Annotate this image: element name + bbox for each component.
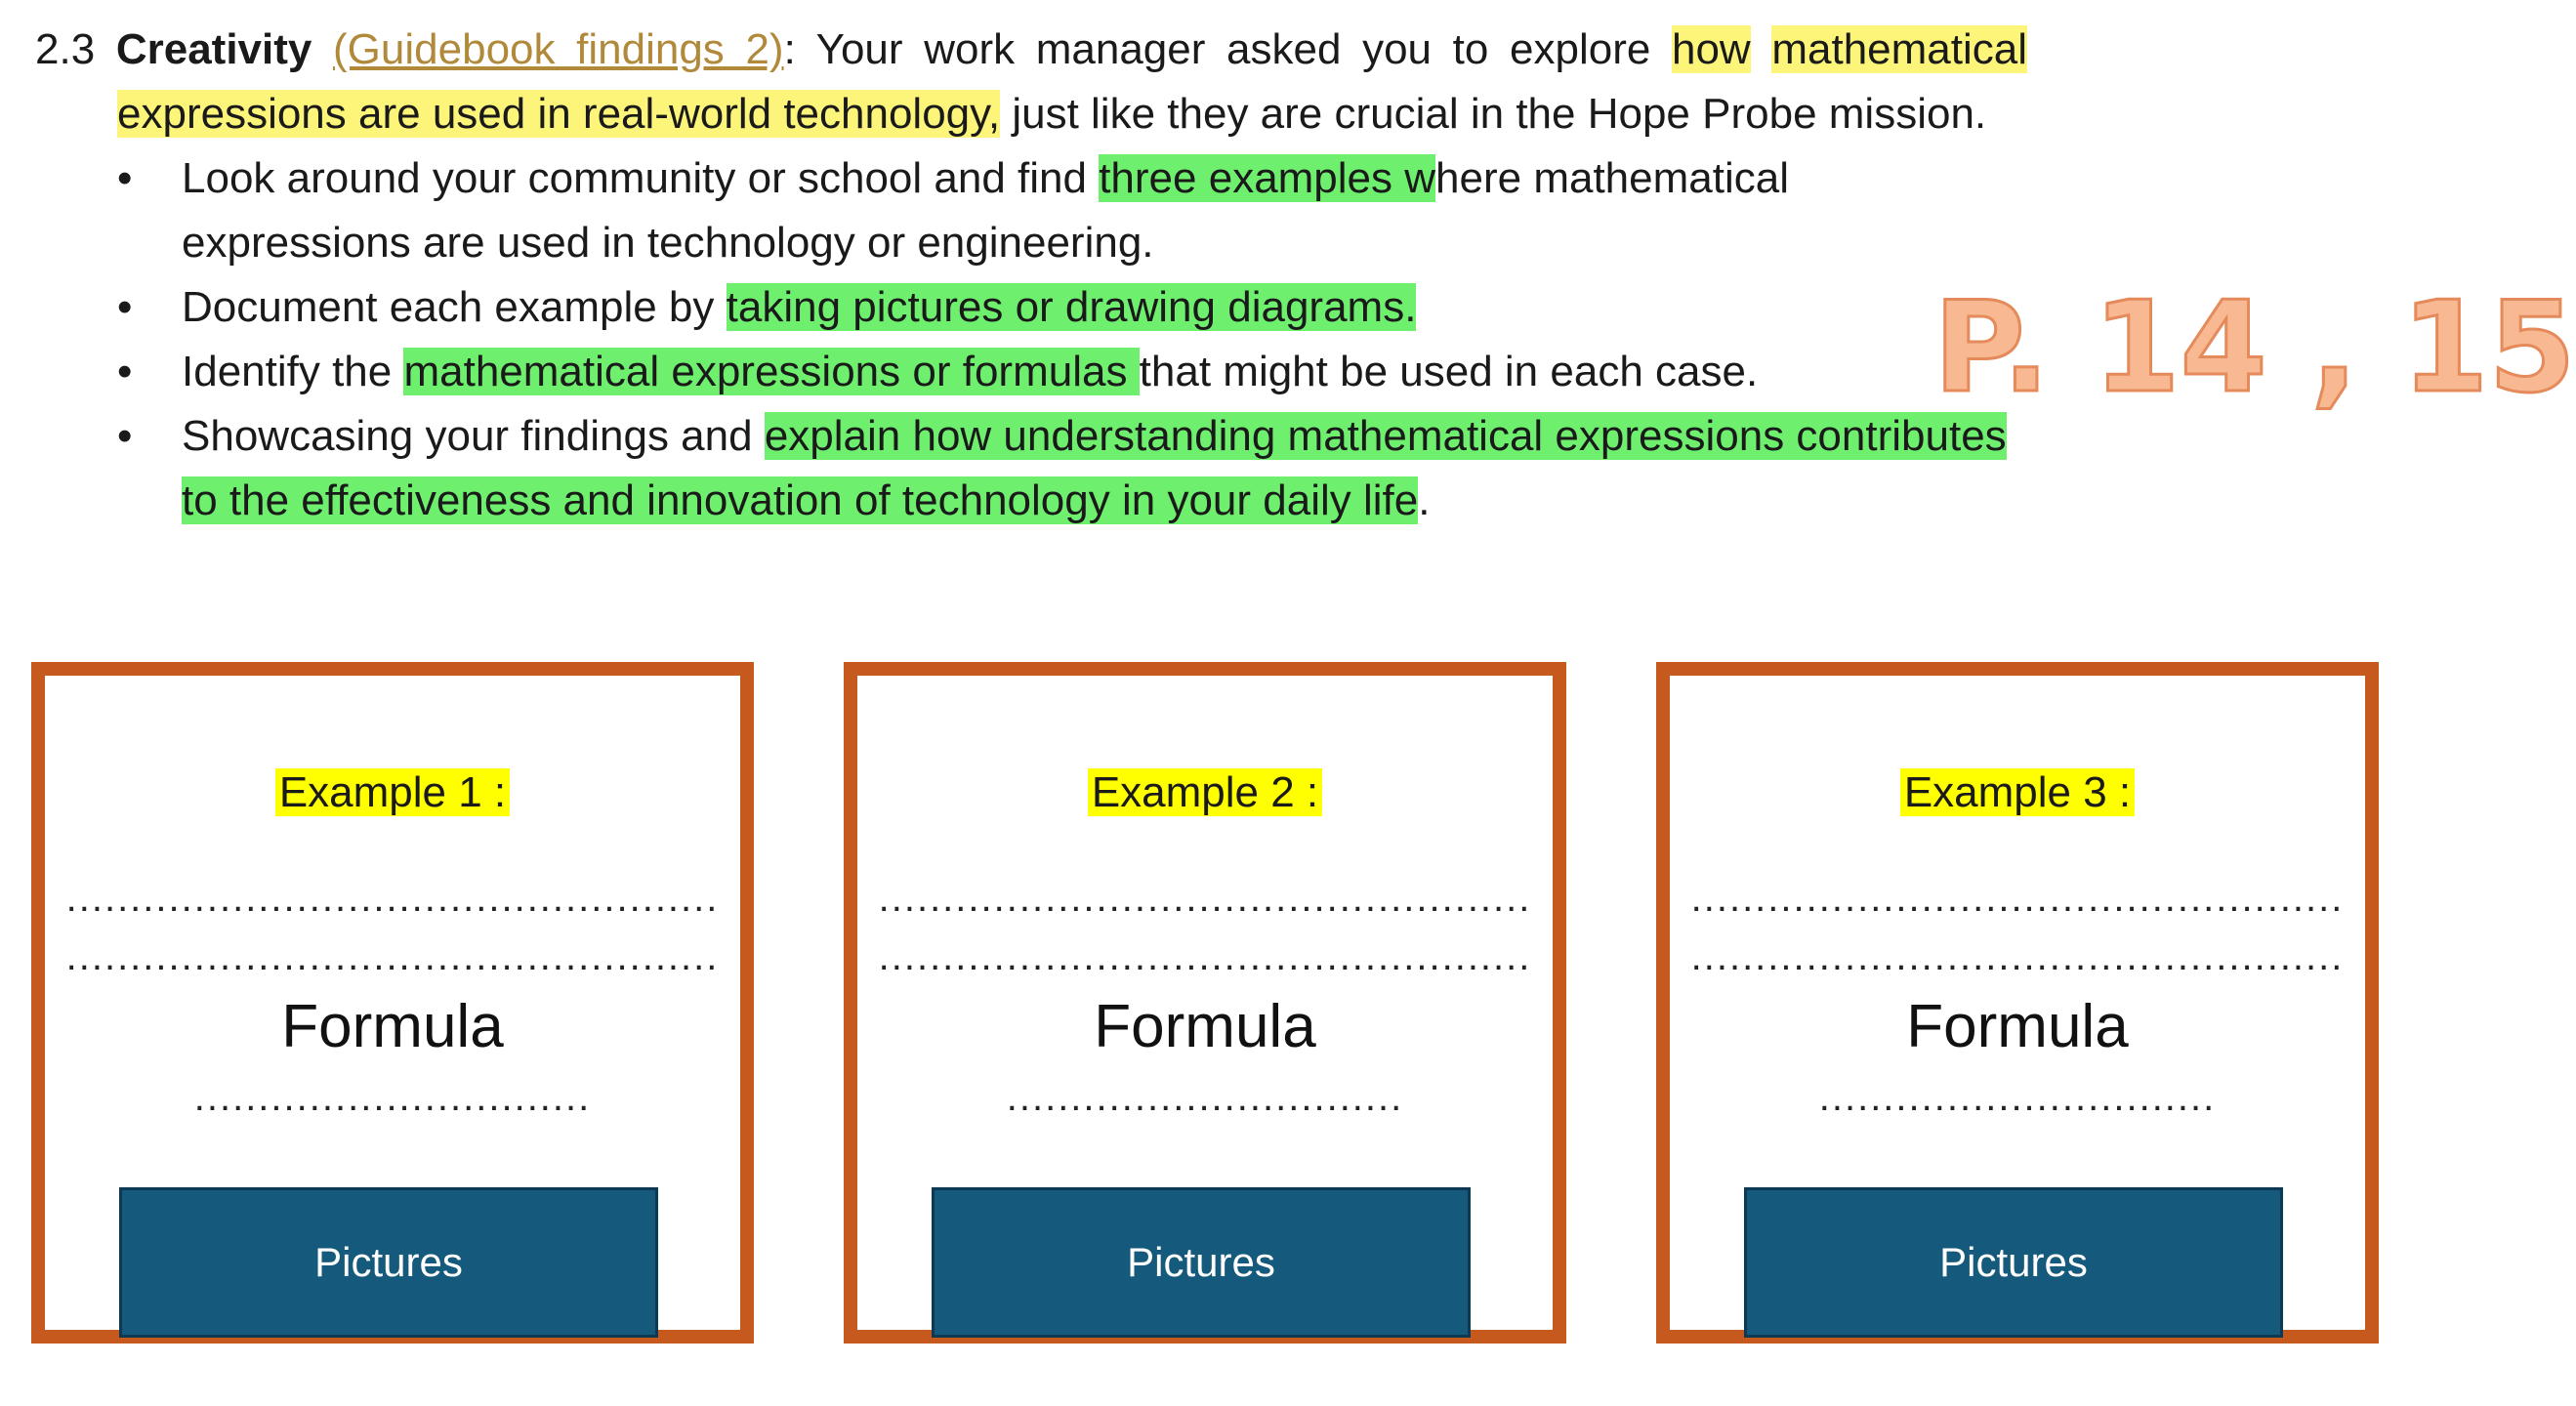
example-3-label: Example 3 : <box>1900 768 2135 816</box>
answer-line[interactable]: ................................................... <box>65 935 720 978</box>
answer-line[interactable]: ................................................... <box>878 877 1532 920</box>
task-bullet-list <box>35 146 2027 533</box>
bullet-3-highlight: mathematical expressions or formulas <box>403 348 1140 395</box>
example-card-2 <box>844 662 1566 1344</box>
intro-text-1: : Your work manager asked you to explore <box>783 25 1672 73</box>
bullet-item-4 <box>117 404 2027 533</box>
task-section <box>35 18 2027 533</box>
formula-heading: Formula <box>1906 993 2129 1060</box>
bullet-4-text: Showcasing your findings and <box>182 412 765 460</box>
bullet-4-rest: . <box>1418 476 1431 524</box>
bullet-item-2 <box>117 275 2027 340</box>
bullet-2-text: Document each example by <box>182 283 727 331</box>
example-card-3 <box>1656 662 2379 1344</box>
bullet-4-highlight: explain how understanding mathematical expressions contributes to the effectiveness and innovation of technology in your daily life <box>182 412 2007 524</box>
bullet-item-1 <box>117 146 2027 275</box>
bullet-1-text: Look around your community or school and find <box>182 154 1100 202</box>
example-label <box>1670 765 2365 820</box>
example-2-label: Example 2 : <box>1088 768 1322 816</box>
pictures-button[interactable]: Pictures <box>1744 1187 2283 1338</box>
answer-line[interactable]: ................................................... <box>65 877 720 920</box>
formula-heading: Formula <box>1094 993 1316 1060</box>
intro-text-2: just like they are crucial in the Hope Probe mission. <box>1000 90 1987 138</box>
task-number: 2.3 <box>35 25 96 73</box>
formula-heading: Formula <box>281 993 504 1060</box>
formula-line[interactable]: ............................... <box>193 1076 592 1119</box>
intro-highlight-expressions: mathematical expressions are used in real-world technology, <box>117 25 2028 138</box>
task-heading: Creativity <box>115 25 312 73</box>
answer-line[interactable]: ................................................... <box>1690 935 2345 978</box>
example-cards <box>31 662 2414 1375</box>
answer-line[interactable]: ................................................... <box>878 935 1532 978</box>
guidebook-link[interactable]: (Guidebook findings 2) <box>333 25 784 73</box>
example-label <box>857 765 1553 820</box>
pictures-button[interactable]: Pictures <box>119 1187 658 1338</box>
bullet-3-text: Identify the <box>182 348 404 395</box>
bullet-1-rest: here mathematical expressions are used in technology or engineering. <box>182 154 1789 267</box>
pictures-button[interactable]: Pictures <box>932 1187 1471 1338</box>
bullet-3-rest: that might be used in each case. <box>1139 348 1759 395</box>
task-intro <box>35 18 2027 146</box>
answer-line[interactable]: ................................................... <box>1690 877 2345 920</box>
formula-line[interactable]: ............................... <box>1818 1076 2217 1119</box>
bullet-1-highlight: three examples w <box>1099 154 1436 202</box>
example-label <box>45 765 740 820</box>
intro-highlight-how: how <box>1671 25 1751 73</box>
example-1-label: Example 1 : <box>275 768 510 816</box>
page-reference: P. 14 , 15 <box>1933 275 2576 421</box>
bullet-2-highlight: taking pictures or drawing diagrams. <box>726 283 1417 331</box>
bullet-item-3 <box>117 340 2027 404</box>
example-card-1 <box>31 662 754 1344</box>
formula-line[interactable]: ............................... <box>1006 1076 1404 1119</box>
